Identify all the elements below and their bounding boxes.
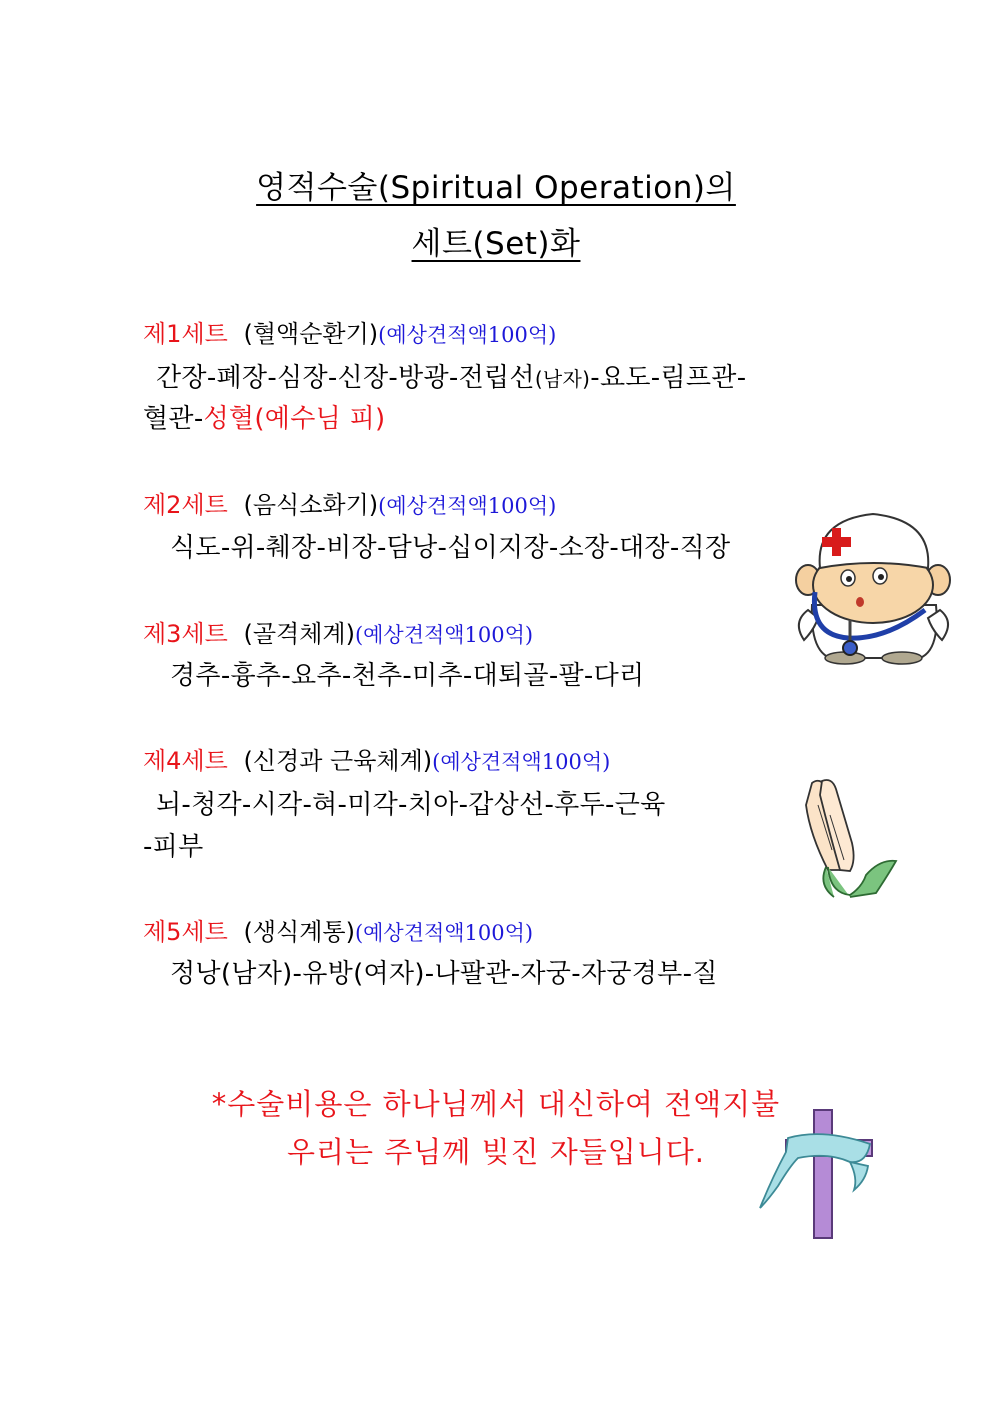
set-5-heading — [143, 912, 533, 947]
closing-line2: 우리는 주님께 빚진 자들입니다. — [286, 1135, 706, 1169]
set-4-heading — [143, 741, 610, 776]
set-estimate: (예상견적액100억) — [354, 921, 534, 945]
set-1-organs-line1: 간장-폐장-심장-신장-방광-전립선(남자)-요도-림프관- — [156, 363, 747, 393]
set-category: (골격체계) — [243, 620, 355, 648]
page-title-line1: 영적수술(Spiritual Operation)의 — [256, 170, 736, 206]
closing-line1: *수술비용은 하나님께서 대신하여 전액지불 — [211, 1087, 781, 1121]
set-estimate: (예상견적액100억) — [432, 750, 611, 774]
set-estimate: (예상견적액100억) — [354, 623, 534, 647]
doctor-illustration — [790, 510, 955, 665]
set-1-heading — [143, 314, 556, 349]
set-3-heading — [143, 614, 533, 649]
set-category: (음식소화기) — [243, 491, 379, 519]
set-label: 제3세트 — [143, 620, 228, 648]
set-4-organs-line1: 뇌-청각-시각-혀-미각-치아-갑상선-후두-근육 — [156, 790, 666, 820]
cross-illustration — [758, 1108, 880, 1240]
set-2-organs: 식도-위-췌장-비장-담낭-십이지장-소장-대장-직장 — [170, 533, 731, 563]
page-title-line2: 세트(Set)화 — [411, 226, 581, 262]
set-1-organs-line2: 혈관-성혈(예수님 피) — [143, 404, 386, 434]
set-3-organs: 경추-흉추-요추-천추-미추-대퇴골-팔-다리 — [170, 661, 645, 691]
set-4-organs-line2: -피부 — [143, 832, 204, 862]
set-label: 제4세트 — [143, 747, 228, 775]
set-estimate: (예상견적액100억) — [378, 494, 557, 518]
set-estimate: (예상견적액100억) — [378, 323, 557, 347]
set-2-heading — [143, 485, 556, 520]
set-label: 제1세트 — [143, 320, 228, 348]
set-5-organs: 정낭(남자)-유방(여자)-나팔관-자궁-자궁경부-질 — [170, 959, 718, 989]
set-category: (생식계통) — [243, 918, 355, 946]
praying-hands-illustration — [800, 775, 900, 900]
set-category: (신경과 근육체계) — [243, 747, 433, 775]
set-category: (혈액순환기) — [243, 320, 379, 348]
set-label: 제2세트 — [143, 491, 228, 519]
set-label: 제5세트 — [143, 918, 228, 946]
